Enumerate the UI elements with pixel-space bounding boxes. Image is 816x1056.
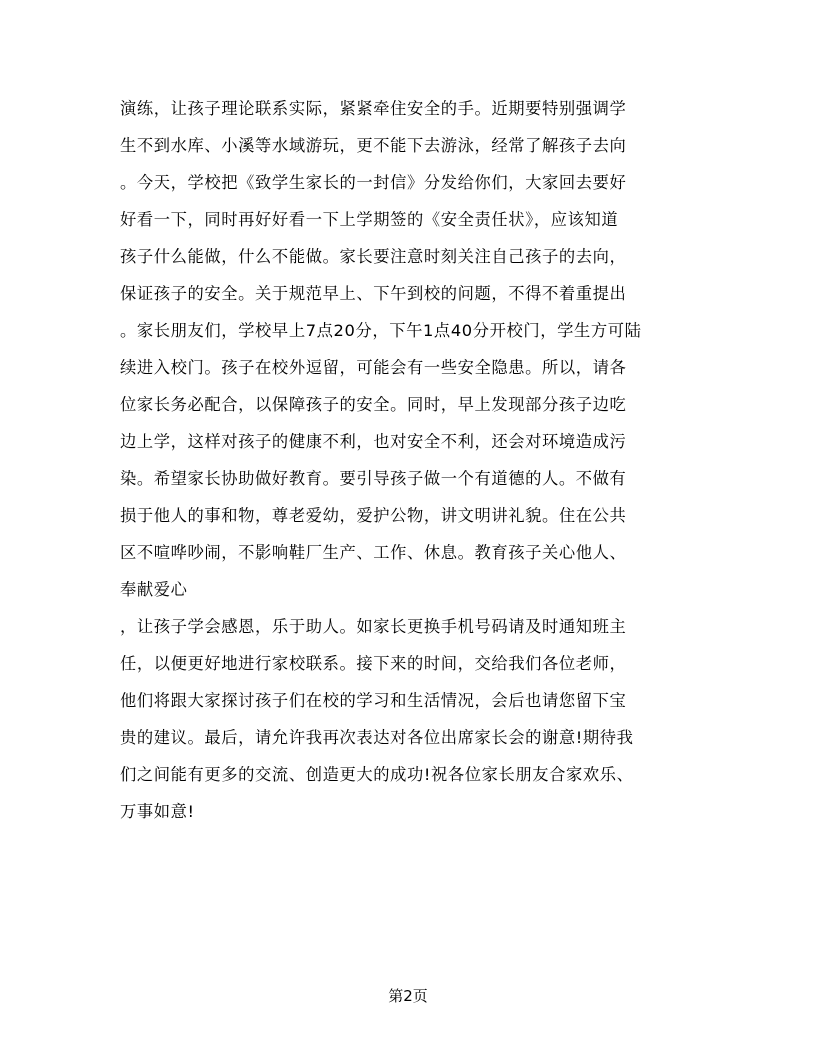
- text-line: 任，以便更好地进行家校联系。接下来的时间，交给我们各位老师，: [120, 654, 627, 673]
- text-line: 万事如意!: [120, 802, 195, 821]
- text-line: 贵的建议。最后，请允许我再次表达对各位出席家长会的谢意!期待我: [120, 728, 634, 747]
- text-line: 奉献爱心: [120, 580, 188, 599]
- text-line: 好看一下，同时再好好看一下上学期签的《安全责任状》，应该知道: [120, 210, 619, 229]
- text-line: 演练，让孩子理论联系实际，紧紧牵住安全的手。近期要特别强调学: [120, 99, 627, 118]
- text-line: 们之间能有更多的交流、创造更大的成功!祝各位家长朋友合家欢乐、: [120, 765, 634, 784]
- text-line: 染。希望家长协助做好教育。要引导孩子做一个有道德的人。不做有: [120, 469, 627, 488]
- text-line: ，让孩子学会感恩，乐于助人。如家长更换手机号码请及时通知班主: [120, 617, 627, 636]
- page-number: 第2页: [388, 987, 428, 1005]
- text-line: 。家长朋友们，学校早上7点20分，下午1点40分开校门，学生方可陆: [120, 321, 642, 340]
- text-line: 边上学，这样对孩子的健康不利，也对安全不利，还会对环境造成污: [120, 432, 627, 451]
- text-line: 他们将跟大家探讨孩子们在校的学习和生活情况，会后也请您留下宝: [120, 691, 627, 710]
- text-line: 损于他人的事和物，尊老爱幼，爱护公物，讲文明讲礼貌。住在公共: [120, 506, 627, 525]
- text-line: 位家长务必配合，以保障孩子的安全。同时，早上发现部分孩子边吃: [120, 395, 627, 414]
- body-text: [120, 90, 720, 830]
- text-line: 区不喧哗吵闹，不影响鞋厂生产、工作、休息。教育孩子关心他人、: [120, 543, 627, 562]
- text-line: 生不到水库、小溪等水域游玩，更不能下去游泳，经常了解孩子去向: [120, 136, 627, 155]
- text-line: 。今天，学校把《致学生家长的一封信》分发给你们，大家回去要好: [120, 173, 627, 192]
- text-line: 保证孩子的安全。关于规范早上、下午到校的问题，不得不着重提出: [120, 284, 627, 303]
- text-line: 续进入校门。孩子在校外逗留，可能会有一些安全隐患。所以，请各: [120, 358, 627, 377]
- text-line: 孩子什么能做，什么不能做。家长要注意时刻关注自己孩子的去向，: [120, 247, 627, 266]
